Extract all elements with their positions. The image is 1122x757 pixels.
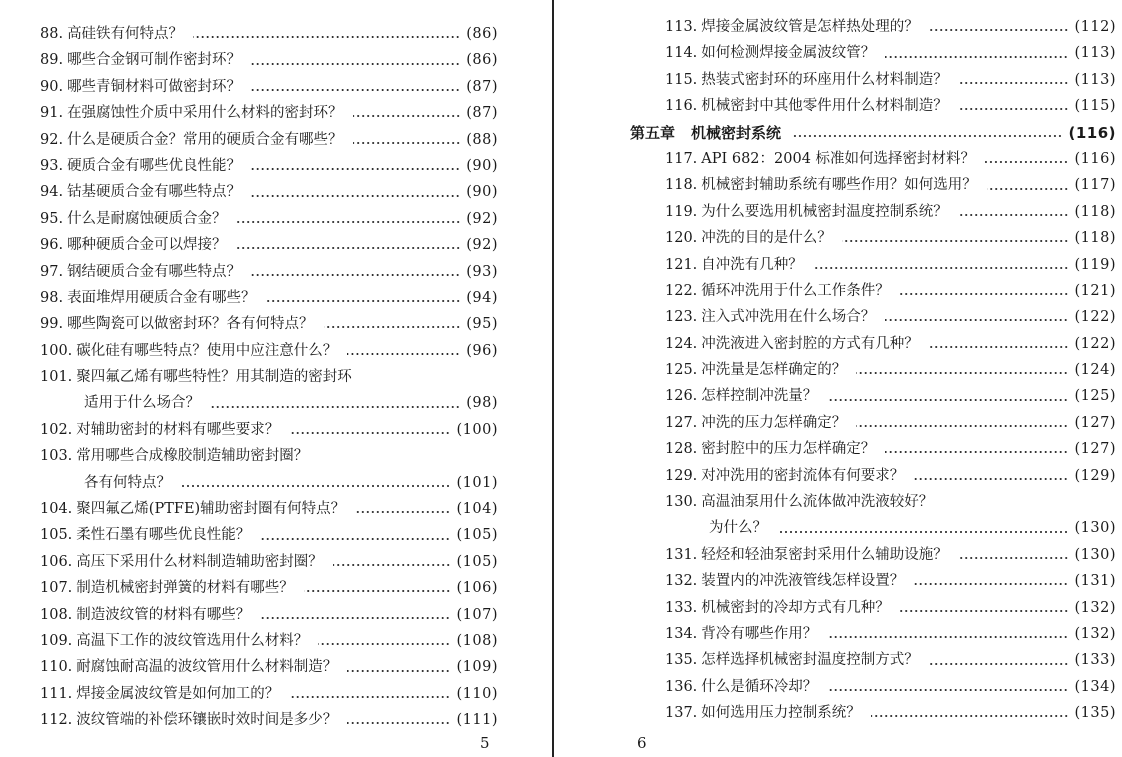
- entry-title: 高温下工作的波纹管选用什么材料？: [76, 632, 309, 649]
- entry-title: 什么是循环冷却？: [701, 678, 818, 695]
- entry-page: (125): [1074, 388, 1116, 405]
- entry-number: 90.: [40, 78, 64, 95]
- dot-leader: [353, 142, 461, 144]
- entry-page: (90): [466, 157, 498, 174]
- toc-entry: [630, 568, 1116, 594]
- entry-number: 125.: [665, 362, 698, 379]
- entry-number: 135.: [665, 652, 698, 669]
- right-page-toc: [630, 14, 1116, 727]
- dot-leader: [987, 188, 1069, 190]
- entry-number: 101.: [40, 369, 73, 386]
- entry-title: 哪些合金钢可制作密封环？: [67, 52, 242, 69]
- entry-page: (130): [1074, 546, 1116, 563]
- page-number-left: 5: [480, 734, 490, 752]
- left-page-toc: [40, 21, 498, 734]
- entry-number: 102.: [40, 421, 73, 438]
- entry-page: (131): [1074, 573, 1116, 590]
- entry-number: 117.: [665, 150, 698, 167]
- dot-leader: [251, 274, 460, 276]
- entry-number: 93.: [40, 157, 64, 174]
- entry-title: 机械密封系统: [691, 123, 782, 142]
- toc-entry: [630, 14, 1116, 40]
- dot-leader: [304, 590, 451, 592]
- entry-page: (113): [1074, 71, 1116, 88]
- toc-entry: [40, 206, 498, 232]
- entry-page: (122): [1074, 309, 1116, 326]
- entry-number: 95.: [40, 210, 64, 227]
- entry-title: 冲洗的目的是什么？: [701, 230, 832, 247]
- dot-leader: [181, 485, 451, 487]
- toc-entry: [630, 595, 1116, 621]
- entry-number: 116.: [665, 98, 698, 115]
- dot-leader: [237, 247, 461, 249]
- entry-number: 123.: [665, 309, 698, 326]
- toc-entry: [630, 146, 1116, 172]
- entry-number: 91.: [40, 105, 64, 122]
- entry-page: (111): [456, 712, 498, 729]
- entry-title: 机械密封的冷却方式有几种？: [701, 599, 890, 616]
- dot-leader: [251, 63, 460, 65]
- toc-entry: [630, 410, 1116, 436]
- toc-entry: [630, 67, 1116, 93]
- dot-leader: [260, 617, 450, 619]
- entry-number: 126.: [665, 388, 698, 405]
- entry-title: 机械密封中其他零件用什么材料制造？: [701, 98, 948, 115]
- entry-page: (86): [466, 52, 498, 69]
- entry-page: (94): [466, 289, 498, 306]
- entry-number: 110.: [40, 659, 73, 676]
- entry-title-continued: 适用于什么场合？: [84, 395, 200, 412]
- entry-page: (118): [1074, 230, 1116, 247]
- entry-number: 115.: [665, 71, 698, 88]
- entry-page: (119): [1074, 256, 1116, 273]
- entry-number: 103.: [40, 448, 73, 465]
- entry-page: (90): [466, 184, 498, 201]
- toc-entry: [630, 436, 1116, 462]
- dot-leader: [871, 715, 1069, 717]
- toc-entry: [40, 707, 498, 733]
- entry-page: (95): [466, 316, 498, 333]
- entry-number: 124.: [665, 335, 698, 352]
- entry-title: 焊接金属波纹管是怎样热处理的？: [701, 19, 919, 35]
- toc-entry: [630, 700, 1116, 726]
- toc-entry: [40, 285, 498, 311]
- entry-page: (101): [456, 474, 498, 491]
- entry-page: (110): [456, 685, 498, 702]
- toc-entry: [630, 674, 1116, 700]
- toc-entry: [630, 252, 1116, 278]
- entry-title: 表面堆焊用硬质合金有哪些？: [67, 289, 256, 306]
- toc-entry: [630, 647, 1116, 673]
- entry-title: 机械密封辅助系统有哪些作用？如何选用？: [701, 177, 977, 194]
- toc-entry: [40, 364, 498, 390]
- entry-title: 密封腔中的压力怎样确定？: [701, 441, 876, 458]
- entry-number: 104.: [40, 501, 73, 518]
- entry-number: 109.: [40, 632, 73, 649]
- entry-title: 什么是硬质合金？常用的硬质合金有哪些？: [67, 131, 343, 148]
- entry-number: 105.: [40, 527, 73, 544]
- entry-page: (127): [1074, 414, 1116, 431]
- toc-entry: [40, 311, 498, 337]
- dot-leader: [210, 406, 460, 408]
- toc-entry-continuation: [630, 515, 1116, 541]
- toc-entry: [630, 383, 1116, 409]
- dot-leader: [856, 425, 1068, 427]
- entry-page: (135): [1074, 705, 1116, 722]
- entry-number: 97.: [40, 263, 64, 280]
- entry-page: (117): [1074, 177, 1116, 194]
- dot-leader: [333, 564, 451, 566]
- dot-leader: [842, 240, 1069, 242]
- entry-number: 94.: [40, 184, 64, 201]
- toc-entry: [630, 93, 1116, 119]
- toc-entry: [40, 47, 498, 73]
- dot-leader: [260, 538, 450, 540]
- toc-entry: [40, 496, 498, 522]
- entry-title: 哪些陶瓷可以做密封环？各有何特点？: [67, 316, 314, 333]
- entry-title: 哪些青铜材料可做密封环？: [67, 78, 242, 95]
- toc-entry: [630, 489, 1116, 515]
- dot-leader: [856, 372, 1068, 374]
- entry-number: 107.: [40, 580, 73, 597]
- entry-title: 高硅铁有何特点？: [67, 26, 184, 42]
- toc-entry: [40, 417, 498, 443]
- entry-title: 制造机械密封弹簧的材料有哪些？: [76, 580, 294, 597]
- dot-leader: [777, 531, 1069, 533]
- dot-leader: [929, 29, 1069, 31]
- toc-entry: [40, 575, 498, 601]
- entry-title: 冲洗量是怎样确定的？: [701, 362, 847, 379]
- toc-entry-continuation: [40, 390, 498, 416]
- entry-number: 111.: [40, 685, 73, 702]
- page-number-right: 6: [637, 734, 647, 752]
- entry-page: (109): [456, 659, 498, 676]
- toc-entry: [630, 331, 1116, 357]
- entry-page: (134): [1074, 678, 1116, 695]
- entry-title: 对冲洗用的密封流体有何要求？: [701, 467, 905, 484]
- entry-title: 常用哪些合成橡胶制造辅助密封圈？: [76, 448, 309, 465]
- entry-page: (113): [1074, 45, 1116, 62]
- entry-number: 100.: [40, 342, 73, 359]
- entry-page: (105): [456, 527, 498, 544]
- entry-title: 焊接金属波纹管是如何加工的？: [76, 685, 280, 702]
- entry-page: (127): [1074, 441, 1116, 458]
- dot-leader: [885, 56, 1068, 58]
- entry-title: 制造波纹管的材料有哪些？: [76, 606, 251, 623]
- dot-leader: [318, 643, 450, 645]
- toc-entry: [630, 40, 1116, 66]
- entry-number: 108.: [40, 606, 73, 623]
- dot-leader: [355, 511, 450, 513]
- dot-leader: [353, 115, 461, 117]
- entry-title: 为什么要选用机械密封温度控制系统？: [701, 203, 948, 220]
- entry-number: 129.: [665, 467, 698, 484]
- toc-entry: [40, 602, 498, 628]
- entry-page: (116): [1068, 123, 1116, 142]
- toc-entry: [40, 74, 498, 100]
- toc-entry: [40, 232, 498, 258]
- toc-entry: [40, 338, 498, 364]
- toc-entry: [40, 654, 498, 680]
- dot-leader: [958, 82, 1069, 84]
- entry-page: (104): [456, 501, 498, 518]
- toc-entry: [40, 259, 498, 285]
- entry-title: 自冲洗有几种？: [701, 256, 803, 273]
- entry-page: (122): [1074, 335, 1116, 352]
- entry-title: 聚四氟乙烯有哪些特性？用其制造的密封环: [76, 369, 352, 386]
- entry-page: (118): [1074, 203, 1116, 220]
- toc-entry: [630, 172, 1116, 198]
- dot-leader: [251, 195, 460, 197]
- entry-number: 92.: [40, 131, 64, 148]
- entry-page: (92): [466, 237, 498, 254]
- entry-page: (121): [1074, 282, 1116, 299]
- entry-title: 怎样选择机械密封温度控制方式？: [701, 652, 919, 669]
- toc-entry: [40, 127, 498, 153]
- entry-page: (107): [456, 606, 498, 623]
- entry-title: 在强腐蚀性介质中采用什么材料的密封环？: [67, 105, 343, 122]
- entry-number: 137.: [665, 705, 698, 722]
- entry-title: 如何检测焊接金属波纹管？: [701, 45, 876, 62]
- entry-title: 装置内的冲洗液管线怎样设置？: [701, 573, 905, 590]
- toc-entry: [40, 100, 498, 126]
- dot-leader: [251, 168, 460, 170]
- entry-title-continued: 为什么？: [709, 520, 767, 537]
- entry-page: (108): [456, 632, 498, 649]
- entry-title: 如何选用压力控制系统？: [701, 705, 861, 722]
- entry-title: 波纹管端的补偿环镶嵌时效时间是多少？: [76, 712, 338, 729]
- entry-number: 136.: [665, 678, 698, 695]
- entry-number: 134.: [665, 625, 698, 642]
- entry-title: 冲洗液进入密封腔的方式有几种？: [701, 335, 919, 352]
- dot-leader: [827, 689, 1068, 691]
- entry-number: 120.: [665, 230, 698, 247]
- toc-entry: [630, 225, 1116, 251]
- entry-page: (93): [466, 263, 498, 280]
- entry-title: 聚四氟乙烯(PTFE)辅助密封圈有何特点？: [76, 501, 346, 518]
- entry-title: 冲洗的压力怎样确定？: [701, 414, 847, 431]
- dot-leader: [791, 135, 1062, 137]
- entry-title: 硬质合金有哪些优良性能？: [67, 157, 242, 174]
- dot-leader: [289, 696, 450, 698]
- entry-number: 133.: [665, 599, 698, 616]
- toc-entry: [630, 357, 1116, 383]
- entry-title: 对辅助密封的材料有哪些要求？: [76, 421, 280, 438]
- toc-entry: [40, 21, 498, 47]
- entry-title: 循环冲洗用于什么工作条件？: [701, 282, 890, 299]
- entry-page: (86): [466, 26, 498, 42]
- dot-leader: [324, 326, 461, 328]
- entry-number: 113.: [665, 19, 698, 35]
- dot-leader: [900, 293, 1069, 295]
- dot-leader: [813, 267, 1069, 269]
- dot-leader: [985, 161, 1068, 163]
- entry-page: (87): [466, 105, 498, 122]
- toc-entry: [630, 463, 1116, 489]
- toc-entry: [630, 278, 1116, 304]
- chapter-heading: [630, 120, 1116, 146]
- entry-number: 99.: [40, 316, 64, 333]
- entry-page: (87): [466, 78, 498, 95]
- entry-number: 106.: [40, 553, 73, 570]
- entry-title: 背冷有哪些作用？: [701, 625, 818, 642]
- entry-title: 高温油泵用什么流体做冲洗液较好？: [701, 494, 934, 511]
- entry-title: 怎样控制冲洗量？: [701, 388, 818, 405]
- entry-title: 柔性石墨有哪些优良性能？: [76, 527, 251, 544]
- dot-leader: [266, 300, 461, 302]
- dot-leader: [237, 221, 461, 223]
- entry-number: 119.: [665, 203, 698, 220]
- entry-page: (112): [1074, 19, 1116, 35]
- entry-title: 碳化硅有哪些特点？使用中应注意什么？: [76, 342, 338, 359]
- entry-number: 118.: [665, 177, 698, 194]
- toc-entry: [40, 153, 498, 179]
- entry-title: 高压下采用什么材料制造辅助密封圈？: [76, 553, 323, 570]
- dot-leader: [914, 478, 1068, 480]
- entry-title: API 682：2004 标准如何选择密封材料？: [701, 150, 976, 167]
- entry-number: 98.: [40, 289, 64, 306]
- dot-leader: [347, 722, 450, 724]
- toc-entry: [40, 522, 498, 548]
- entry-page: (132): [1074, 599, 1116, 616]
- toc-entry: [40, 549, 498, 575]
- entry-number: 121.: [665, 256, 698, 273]
- dot-leader: [289, 432, 450, 434]
- entry-number: 第五章: [630, 123, 676, 142]
- entry-number: 128.: [665, 441, 698, 458]
- entry-number: 96.: [40, 237, 64, 254]
- dot-leader: [193, 36, 460, 38]
- entry-page: (132): [1074, 625, 1116, 642]
- entry-page: (116): [1074, 150, 1116, 167]
- toc-entry-continuation: [40, 470, 498, 496]
- entry-number: 122.: [665, 282, 698, 299]
- entry-number: 112.: [40, 712, 73, 729]
- entry-page: (129): [1074, 467, 1116, 484]
- entry-page: (106): [456, 580, 498, 597]
- dot-leader: [347, 670, 450, 672]
- dot-leader: [885, 319, 1068, 321]
- entry-page: (100): [456, 421, 498, 438]
- entry-number: 88.: [40, 26, 64, 42]
- dot-leader: [958, 108, 1069, 110]
- entry-page: (88): [466, 131, 498, 148]
- entry-page: (92): [466, 210, 498, 227]
- entry-title: 钢结硬质合金有哪些特点？: [67, 263, 242, 280]
- page-divider: [552, 0, 554, 757]
- toc-entry: [40, 443, 498, 469]
- toc-entry: [40, 681, 498, 707]
- dot-leader: [885, 451, 1068, 453]
- entry-page: (133): [1074, 652, 1116, 669]
- entry-number: 127.: [665, 414, 698, 431]
- toc-entry: [630, 199, 1116, 225]
- dot-leader: [251, 89, 460, 91]
- dot-leader: [914, 583, 1068, 585]
- toc-entry: [40, 628, 498, 654]
- dot-leader: [347, 353, 460, 355]
- entry-page: (124): [1074, 362, 1116, 379]
- toc-entry: [630, 621, 1116, 647]
- entry-number: 132.: [665, 573, 698, 590]
- entry-title-continued: 各有何特点？: [84, 474, 171, 491]
- entry-number: 131.: [665, 546, 698, 563]
- entry-page: (96): [466, 342, 498, 359]
- dot-leader: [900, 610, 1069, 612]
- entry-title: 什么是耐腐蚀硬质合金？: [67, 210, 227, 227]
- dot-leader: [929, 346, 1069, 348]
- entry-page: (98): [466, 395, 498, 412]
- dot-leader: [827, 636, 1068, 638]
- toc-entry: [630, 304, 1116, 330]
- entry-title: 轻烃和轻油泵密封采用什么辅助设施？: [701, 546, 948, 563]
- dot-leader: [958, 557, 1069, 559]
- entry-title: 注入式冲洗用在什么场合？: [701, 309, 876, 326]
- entry-number: 89.: [40, 52, 64, 69]
- entry-title: 热装式密封环的环座用什么材料制造？: [701, 71, 948, 88]
- entry-number: 130.: [665, 494, 698, 511]
- entry-number: 114.: [665, 45, 698, 62]
- entry-page: (115): [1074, 98, 1116, 115]
- dot-leader: [827, 399, 1068, 401]
- entry-page: (130): [1074, 520, 1116, 537]
- dot-leader: [929, 663, 1069, 665]
- dot-leader: [958, 214, 1069, 216]
- entry-title: 耐腐蚀耐高温的波纹管用什么材料制造？: [76, 659, 338, 676]
- toc-entry: [630, 542, 1116, 568]
- toc-entry: [40, 179, 498, 205]
- entry-title: 哪种硬质合金可以焊接？: [67, 237, 227, 254]
- entry-page: (105): [456, 553, 498, 570]
- entry-title: 钴基硬质合金有哪些特点？: [67, 184, 242, 201]
